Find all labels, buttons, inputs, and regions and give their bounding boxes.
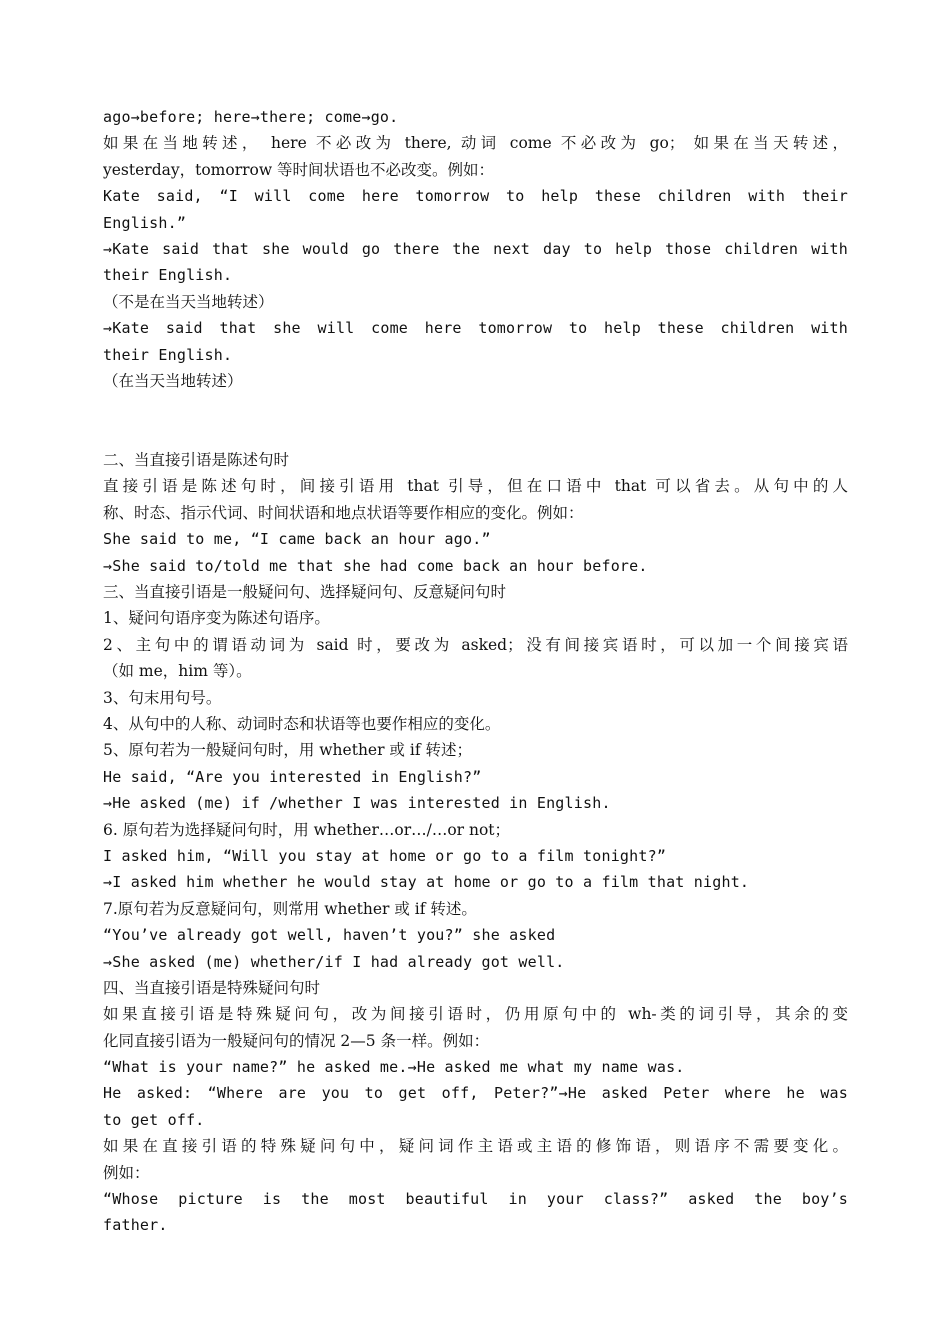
example-sentence: “Whose picture is the most beautiful in your class?” asked the boy’s: [103, 1190, 848, 1209]
example-sentence: →Kate said that she will come here tomorrow to help these children with: [103, 319, 848, 338]
text-line: （如 me，him 等）。: [103, 662, 252, 681]
example-sentence: I asked him, “Will you stay at home or go to a film tonight?”: [103, 846, 667, 865]
example-sentence: their English.: [103, 266, 233, 285]
list-item: 2、主句中的谓语动词为 said 时，要改为 asked；没有间接宾语时，可以加一个间接宾语: [103, 635, 848, 654]
text-line: （不是在当天当地转述）: [103, 292, 274, 311]
document-body: [103, 104, 848, 1239]
text-line: （在当天当地转述）: [103, 371, 243, 390]
example-sentence: English.”: [103, 213, 187, 232]
text-line: 直接引语是陈述句时，间接引语用 that 引导，但在口语中 that 可以省去。从句中的人: [103, 477, 848, 496]
list-item: 6. 原句若为选择疑问句时，用 whether…or…/…or not；: [103, 820, 511, 839]
example-sentence: their English.: [103, 345, 233, 364]
section-spacer: [103, 394, 848, 447]
section-heading: 三、当直接引语是一般疑问句、选择疑问句、反意疑问句时: [103, 583, 507, 602]
example-sentence: He asked: “Where are you to get off, Peter?”→He asked Peter where he was: [103, 1084, 848, 1103]
list-item: 5、原句若为一般疑问句时，用 whether 或 if 转述；: [103, 741, 472, 760]
example-sentence: He said, “Are you interested in English?”: [103, 767, 482, 786]
text-line: 化同直接引语为一般疑问句的情况 2—5 条一样。例如：: [103, 1031, 490, 1050]
example-sentence: She said to me, “I came back an hour ago.”: [103, 530, 491, 549]
example-sentence: →Kate said that she would go there the next day to help those children with: [103, 239, 848, 258]
text-line: 如果直接引语是特殊疑问句，改为间接引语时，仍用原句中的 wh-类的词引导，其余的变: [103, 1005, 848, 1024]
text-line: 例如：: [103, 1163, 150, 1182]
example-sentence: →She said to/told me that she had come back an hour before.: [103, 556, 648, 575]
example-sentence: “What is your name?” he asked me.→He asked me what my name was.: [103, 1058, 685, 1077]
list-item: 7.原句若为反意疑问句，则常用 whether 或 if 转述。: [103, 899, 477, 918]
section-heading: 二、当直接引语是陈述句时: [103, 451, 290, 470]
example-sentence: father.: [103, 1216, 168, 1235]
example-sentence: Kate said, “I will come here tomorrow to help these children with their: [103, 187, 848, 206]
text-line: 如果在当地转述， here 不必改为 there, 动词 come 不必改为 go； 如果在当天转述，: [103, 134, 848, 153]
text-line: 称、时态、指示代词、时间状语和地点状语等要作相应的变化。例如：: [103, 503, 584, 522]
text-line: ago→before; here→there; come→go.: [103, 108, 399, 126]
list-item: 1、疑问句语序变为陈述句语序。: [103, 609, 330, 628]
text-line: yesterday，tomorrow 等时间状语也不必改变。例如：: [103, 160, 495, 179]
example-sentence: to get off.: [103, 1110, 205, 1129]
section-heading: 四、当直接引语是特殊疑问句时: [103, 978, 321, 997]
example-sentence: →I asked him whether he would stay at home or go to a film that night.: [103, 873, 750, 892]
text-line: 如果在直接引语的特殊疑问句中，疑问词作主语或主语的修饰语，则语序不需要变化。: [103, 1137, 848, 1156]
example-sentence: “You’ve already got well, haven’t you?” she asked: [103, 926, 556, 945]
list-item: 4、从句中的人称、动词时态和状语等也要作相应的变化。: [103, 715, 501, 733]
example-sentence: →She asked (me) whether/if I had already got well.: [103, 952, 565, 971]
list-item: 3、句末用句号。: [103, 688, 222, 707]
example-sentence: →He asked (me) if /whether I was interested in English.: [103, 794, 611, 813]
